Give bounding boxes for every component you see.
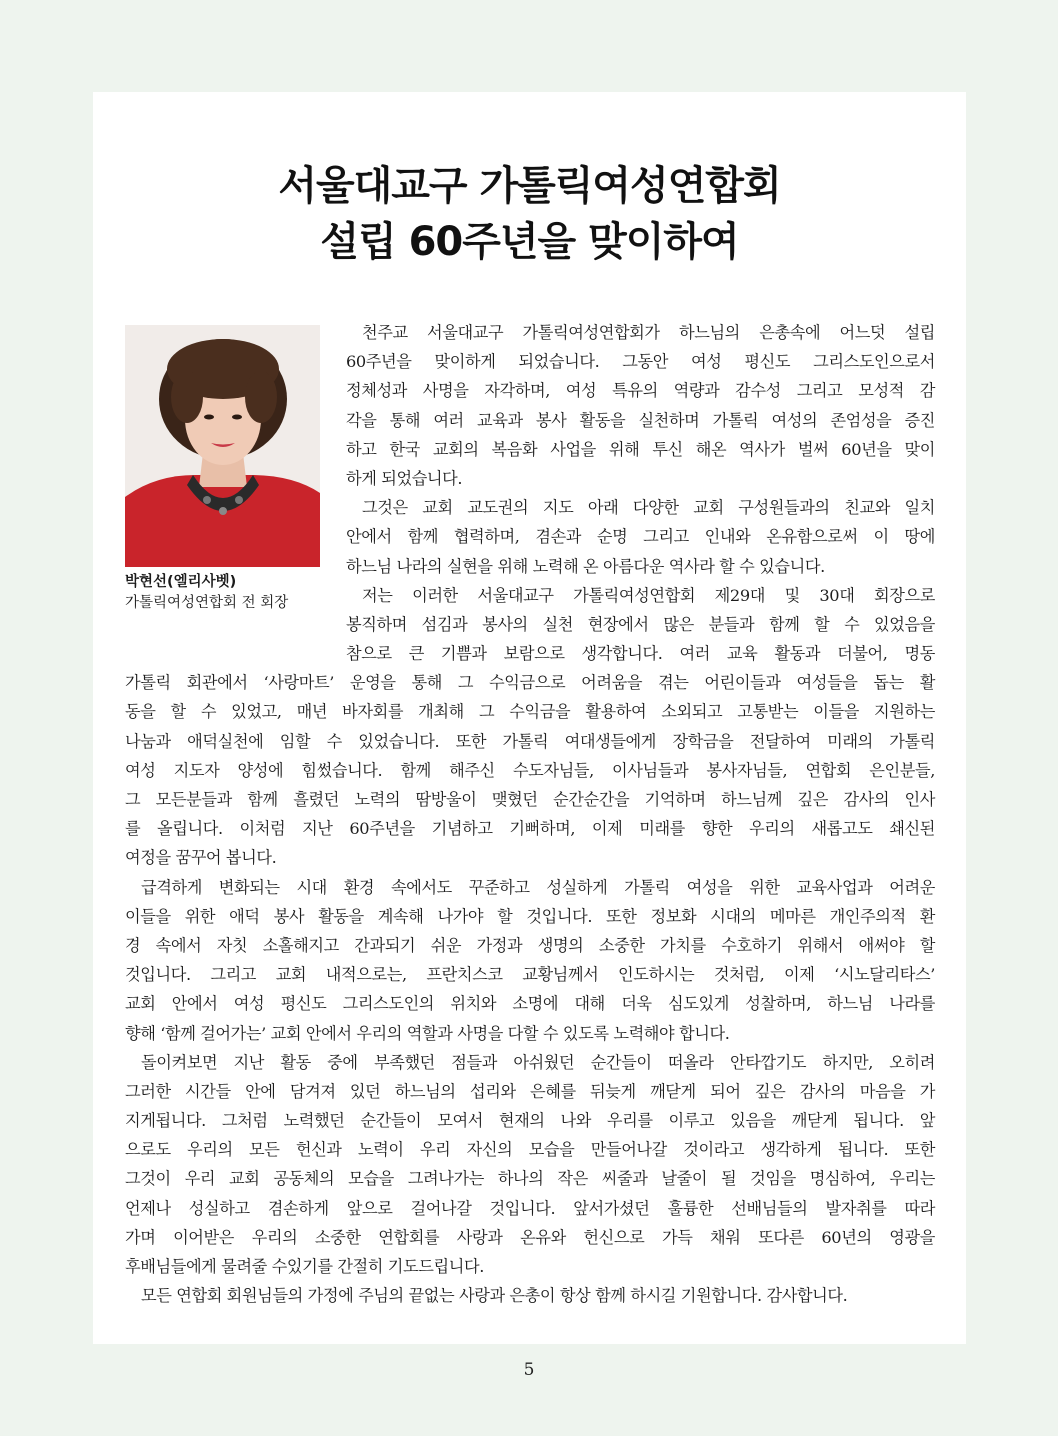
body-line: 그것이 우리 교회 공동체의 모습을 그려나가는 하나의 작은 씨줄과 날줄이 될 것임을 명심하여, 우리는	[125, 1169, 935, 1189]
body-line: 하고 한국 교회의 복음화 사업을 위해 투신 해온 역사가 벌써 60년을 맞이	[346, 439, 935, 459]
body-line: 향해 ‘함께 걸어가는’ 교회 안에서 우리의 역할과 사명을 다할 수 있도록 노력해야 합니다.	[125, 1023, 730, 1043]
body-line: 하게 되었습니다.	[346, 468, 463, 488]
body-line: 동을 할 수 있었고, 매년 바자회를 개최해 그 수익금을 활용하여 소외되고 고통받는 이들을 지원하는	[125, 702, 935, 722]
body-line: 천주교 서울대교구 가톨릭여성연합회가 하느님의 은총속에 어느덧 설립	[362, 323, 935, 342]
body-line: 지게됩니다. 그처럼 노력했던 순간들이 모여서 현재의 나와 우리를 이루고 있음을 깨닫게 됩니다. 앞	[125, 1111, 935, 1131]
author-role: 가톨릭여성연합회 전 회장	[125, 595, 289, 611]
title-line-1: 서울대교구 가톨릭여성연합회	[278, 163, 781, 209]
body-line: 저는 이러한 서울대교구 가톨릭여성연합회 제29대 및 30대 회장으로	[362, 585, 935, 605]
body-line: 안에서 함께 협력하며, 겸손과 순명 그리고 인내와 온유함으로써 이 땅에	[346, 527, 935, 547]
body-line: 나눔과 애덕실천에 임할 수 있었습니다. 또한 가톨릭 여대생들에게 장학금을 전달하여 미래의 가톨릭	[125, 731, 935, 751]
page-number: 5	[523, 1360, 535, 1380]
body-line: 가며 이어받은 우리의 소중한 연합회를 사랑과 온유와 헌신으로 가득 채워 또다른 60년의 영광을	[125, 1227, 935, 1247]
body-line: 가톨릭 회관에서 ‘사랑마트’ 운영을 통해 그 수익금으로 어려움을 겪는 어린이들과 여성들을 돕는 활	[125, 673, 935, 693]
body-line: 를 올립니다. 이처럼 지난 60주년을 기념하고 기뻐하며, 이제 미래를 향한 우리의 새롭고도 쇄신된	[125, 819, 935, 839]
document-page	[93, 92, 966, 1344]
body-line: 여정을 꿈꾸어 봅니다.	[125, 848, 277, 868]
body-line: 이들을 위한 애덕 봉사 활동을 계속해 나가야 할 것입니다. 또한 정보화 시대의 메마른 개인주의적 환	[125, 906, 935, 926]
body-line: 하느님 나라의 실현을 위해 노력해 온 아름다운 역사라 할 수 있습니다.	[346, 556, 825, 576]
body-line: 참으로 큰 기쁨과 보람으로 생각합니다. 여러 교육 활동과 더불어, 명동	[346, 644, 935, 664]
body-line: 교회 안에서 여성 평신도 그리스도인의 위치와 소명에 대해 더욱 심도있게 성찰하며, 하느님 나라를	[125, 994, 935, 1014]
body-line: 그 모든분들과 함께 흘렸던 노력의 땀방울이 맺혔던 순간순간을 기억하며 하느님께 깊은 감사의 인사	[125, 790, 935, 809]
body-line: 돌이켜보면 지난 활동 중에 부족했던 점들과 아쉬웠던 순간들이 떠올라 안타깝기도 하지만, 오히려	[141, 1052, 935, 1072]
body-line: 후배님들에게 물려줄 수있기를 간절히 기도드립니다.	[125, 1257, 484, 1276]
body-line: 정체성과 사명을 자각하며, 여성 특유의 역량과 감수성 그리고 모성적 감	[346, 381, 935, 401]
author-name: 박현선(엘리사벳)	[125, 574, 237, 590]
body-line: 언제나 성실하고 겸손하게 앞으로 걸어나갈 것입니다. 앞서가셨던 훌륭한 선배님들의 발자취를 따라	[125, 1198, 935, 1218]
body-line: 으로도 우리의 모든 헌신과 노력이 우리 자신의 모습을 만들어나갈 것이라고 생각하게 됩니다. 또한	[125, 1140, 935, 1160]
body-line: 것입니다. 그리고 교회 내적으로는, 프란치스코 교황님께서 인도하시는 것처럼, 이제 ‘시노달리타스’	[125, 965, 935, 985]
article-body	[125, 318, 935, 1310]
body-line: 그러한 시간들 안에 담겨져 있던 하느님의 섭리와 은혜를 뒤늦게 깨닫게 되어 깊은 감사의 마음을 가	[125, 1081, 935, 1101]
body-line: 각을 통해 여러 교육과 봉사 활동을 실천하며 가톨릭 여성의 존엄성을 증진	[346, 410, 935, 430]
body-line: 그것은 교회 교도권의 지도 아래 다양한 교회 구성원들과의 친교와 일치	[362, 498, 935, 518]
page-title	[93, 158, 966, 270]
body-line: 경 속에서 자칫 소홀해지고 간과되기 쉬운 가정과 생명의 소중한 가치를 수호하기 위해서 애써야 할	[125, 935, 935, 955]
body-line: 여성 지도자 양성에 힘썼습니다. 함께 해주신 수도자님들, 이사님들과 봉사자님들, 연합회 은인분들,	[125, 760, 935, 780]
body-line: 급격하게 변화되는 시대 환경 속에서도 꾸준하고 성실하게 가톨릭 여성을 위한 교육사업과 어려운	[141, 877, 935, 897]
body-line: 봉직하며 섬김과 봉사의 실천 현장에서 많은 분들과 함께 할 수 있었음을	[346, 614, 935, 634]
body-line: 모든 연합회 회원님들의 가정에 주님의 끝없는 사랑과 은총이 항상 함께 하시길 기원합니다. 감사합니다.	[141, 1286, 848, 1306]
body-line: 60주년을 맞이하게 되었습니다. 그동안 여성 평신도 그리스도인으로서	[346, 352, 935, 372]
title-line-2: 설립 60주년을 맞이하여	[320, 219, 739, 265]
